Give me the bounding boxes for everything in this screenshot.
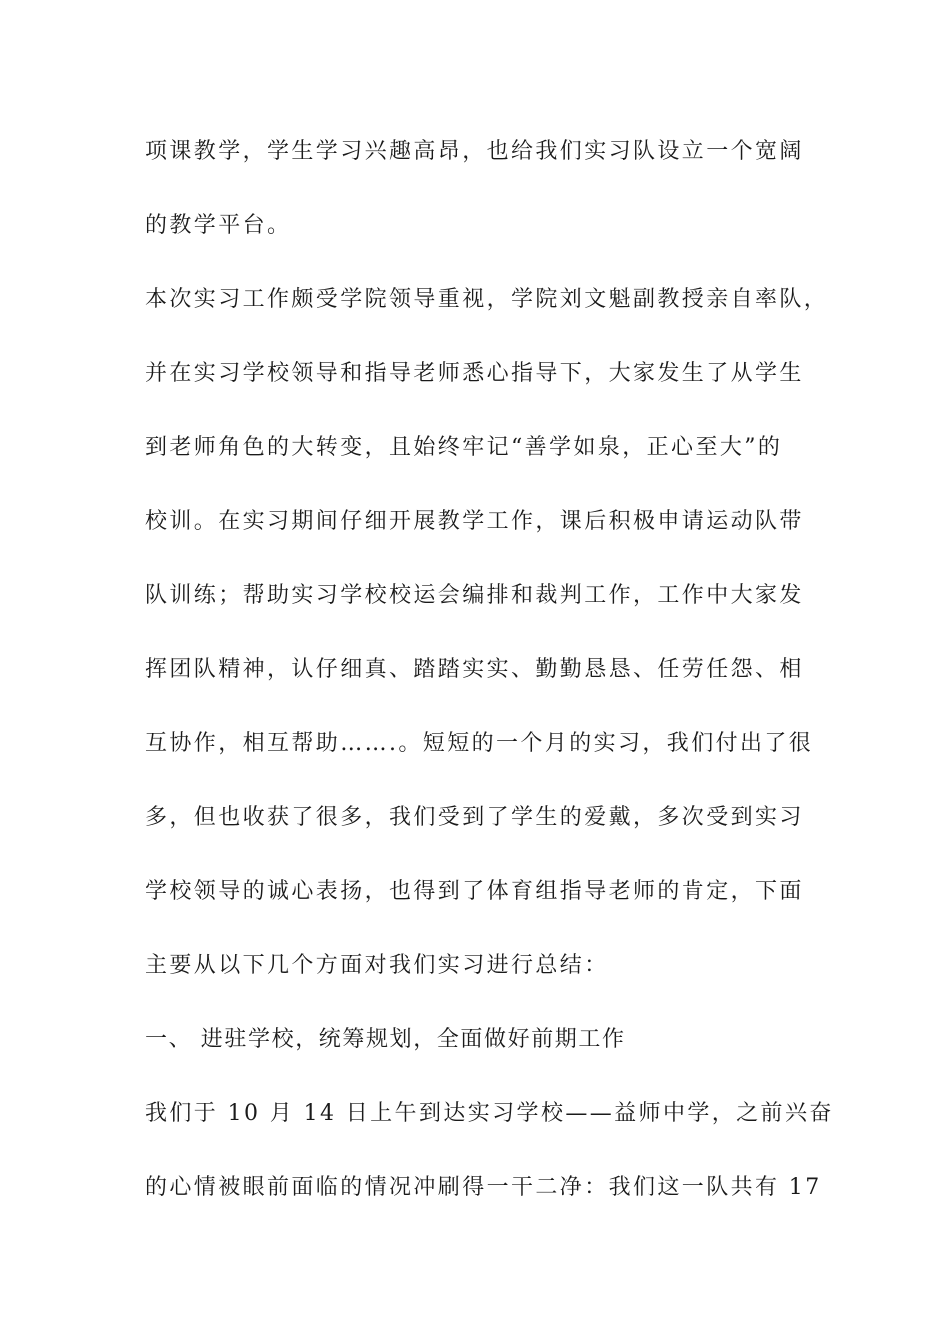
text-line-8: 挥团队精神，认仔细真、踏踏实实、勤勤恳恳、任劳任怨、相 — [145, 657, 804, 682]
text-line-13: 我们于 10 月 14 日上午到达实习学校——益师中学，之前兴奋 — [145, 1101, 834, 1126]
text-line-2: 的教学平台。 — [145, 213, 292, 238]
text-line-5: 到老师角色的大转变，且始终牢记“善学如泉，正心至大”的 — [145, 435, 783, 460]
text-line-11: 学校领导的诚心表扬，也得到了体育组指导老师的肯定，下面 — [145, 879, 804, 904]
text-line-7: 队训练；帮助实习学校校运会编排和裁判工作，工作中大家发 — [145, 583, 804, 608]
text-line-12: 主要从以下几个方面对我们实习进行总结： — [145, 953, 609, 978]
text-line-4: 并在实习学校领导和指导老师悉心指导下，大家发生了从学生 — [145, 361, 804, 386]
text-line-6: 校训。在实习期间仔细开展教学工作，课后积极申请运动队带 — [145, 509, 804, 534]
text-line-10: 多，但也收获了很多，我们受到了学生的爱戴，多次受到实习 — [145, 805, 804, 830]
text-line-9: 互协作，相互帮助…….。短短的一个月的实习，我们付出了很 — [145, 731, 814, 756]
text-line-3: 本次实习工作颇受学院领导重视，学院刘文魁副教授亲自率队， — [145, 287, 829, 312]
text-line-14: 的心情被眼前面临的情况冲刷得一干二净：我们这一队共有 17 — [145, 1175, 822, 1200]
section-heading-1: 一、 进驻学校，统筹规划，全面做好前期工作 — [145, 1027, 626, 1052]
text-line-1: 项课教学，学生学习兴趣高昂，也给我们实习队设立一个宽阔 — [145, 139, 804, 164]
